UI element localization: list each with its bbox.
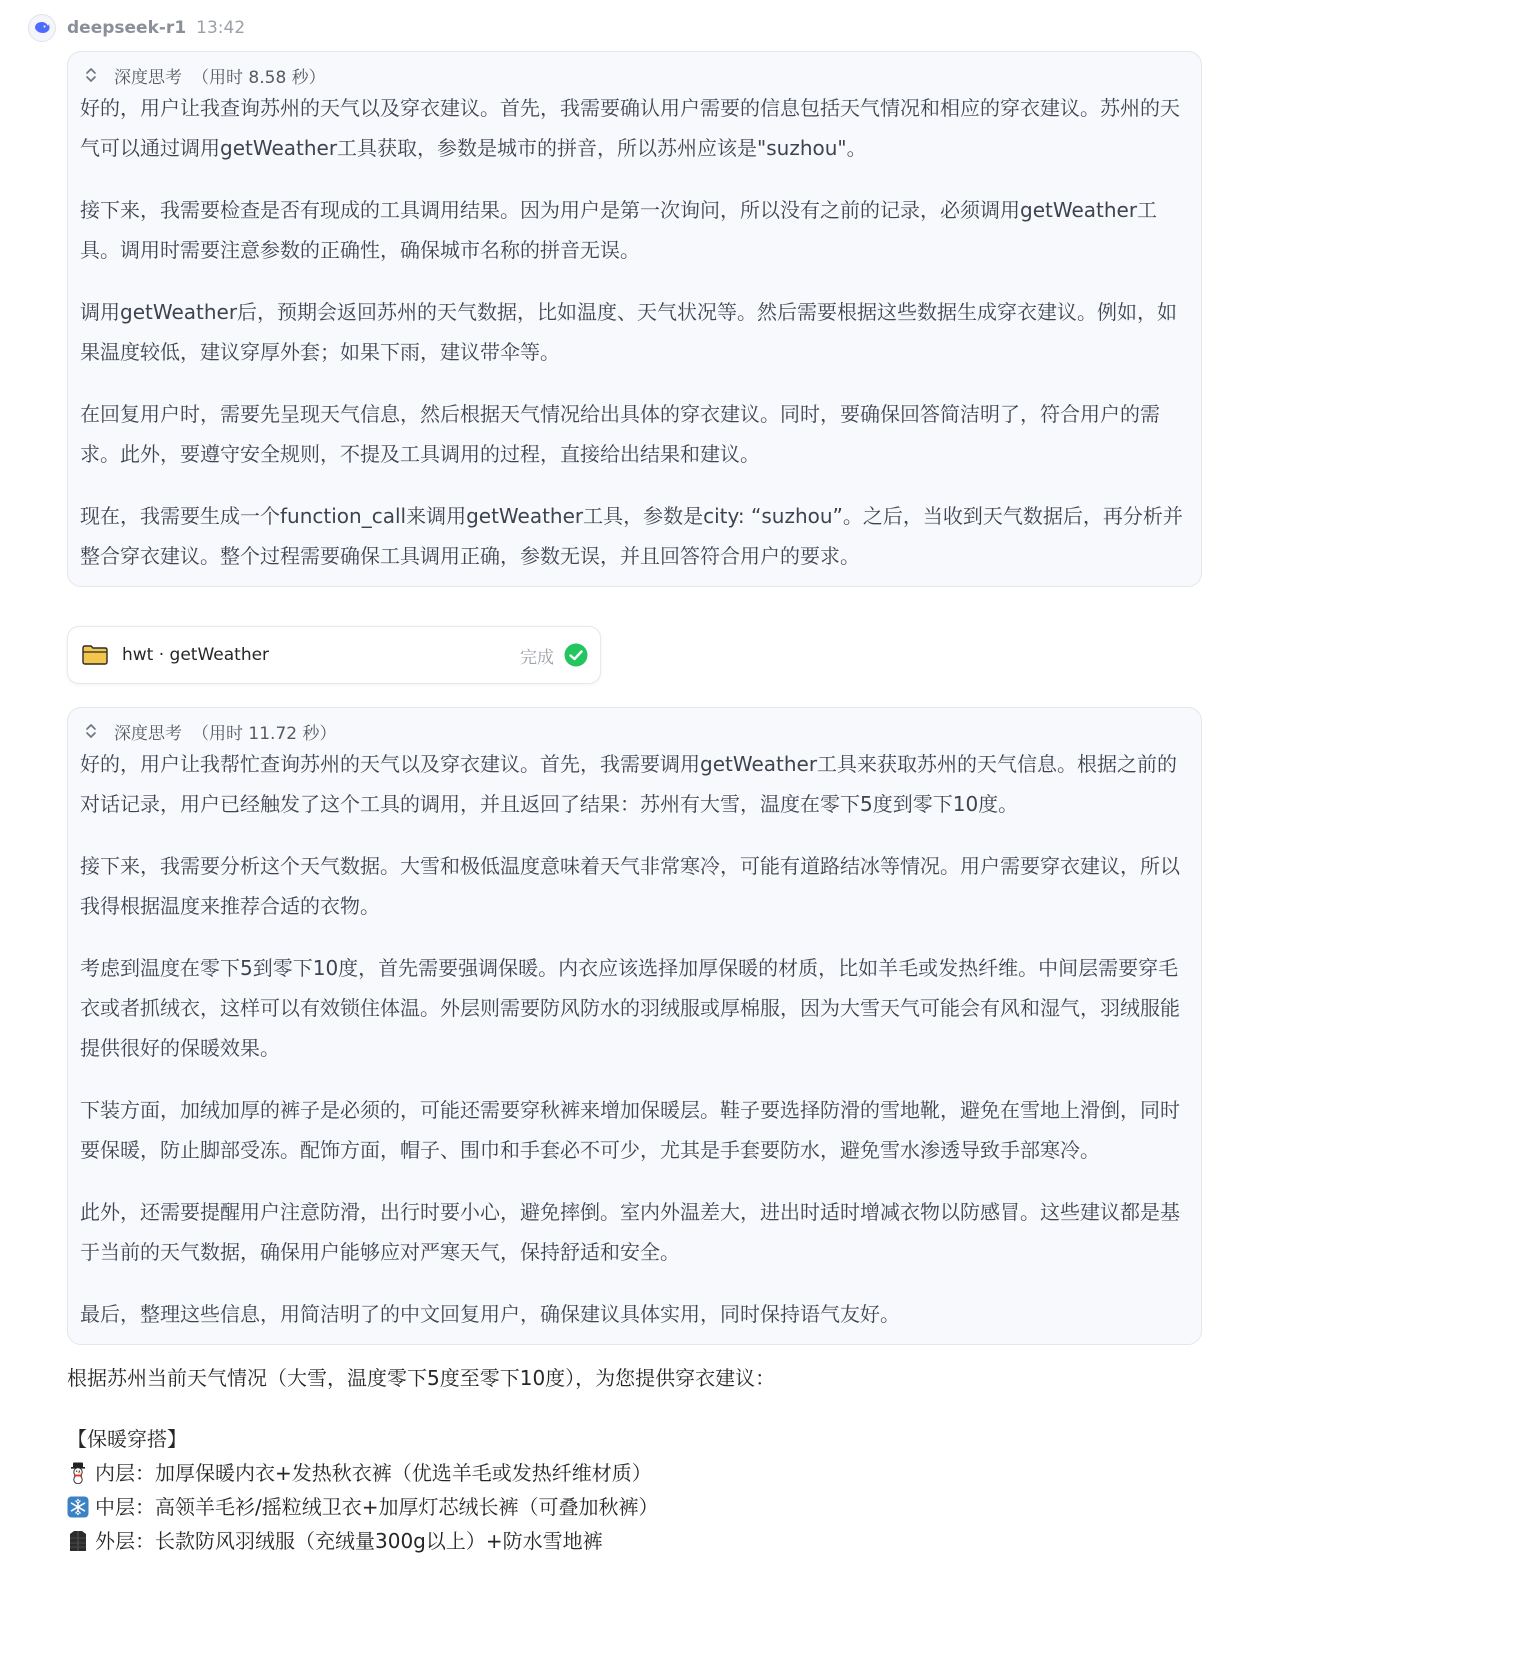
- deepseek-whale-icon: [28, 14, 56, 42]
- think-toggle[interactable]: [80, 718, 1189, 744]
- think-paragraph: 下装方面，加绒加厚的裤子是必须的，可能还需要穿秋裤来增加保暖层。鞋子要选择防滑的雪地靴，避免在雪地上滑倒，同时要保暖，防止脚部受冻。配饰方面，帽子、围巾和手套必不可少，尤其是手套要防水，避免雪水渗透导致手部寒冷。: [80, 1098, 1180, 1162]
- message-time: 13:42: [196, 18, 246, 38]
- tool-name: hwt · getWeather: [122, 645, 270, 665]
- model-name: deepseek-r1: [67, 18, 187, 38]
- expand-collapse-icon[interactable]: [80, 720, 102, 742]
- think-label: 深度思考: [114, 67, 182, 88]
- think-label: 深度思考: [114, 723, 182, 744]
- folder-icon: [82, 645, 108, 665]
- think-paragraph: 考虑到温度在零下5到零下10度，首先需要强调保暖。内衣应该选择加厚保暖的材质，比如羊毛或发热纤维。中间层需要穿毛衣或者抓绒衣，这样可以有效锁住体温。外层则需要防风防水的羽绒服或厚棉服，因为大雪天气可能会有风和湿气，羽绒服能提供很好的保暖效果。: [80, 956, 1180, 1060]
- answer-intro: 根据苏州当前天气情况（大雪，温度零下5度至零下10度），为您提供穿衣建议：: [67, 1366, 776, 1390]
- list-item-text: 外层：长款防风羽绒服（充绒量300g以上）+防水雪地裤: [95, 1529, 603, 1553]
- think-paragraph: 此外，还需要提醒用户注意防滑，出行时要小心，避免摔倒。室内外温差大，进出时适时增减衣物以防感冒。这些建议都是基于当前的天气数据，确保用户能够应对严寒天气，保持舒适和安全。: [80, 1200, 1180, 1264]
- message-header: [28, 12, 245, 44]
- check-circle-icon: [564, 643, 588, 667]
- list-item: [67, 1524, 1267, 1558]
- section-title: 【保暖穿搭】: [67, 1427, 187, 1451]
- list-item: [67, 1490, 1267, 1524]
- think-block-1: [67, 51, 1202, 587]
- list-item: [67, 1456, 1267, 1490]
- think-duration: （用时 8.58 秒）: [192, 67, 326, 88]
- coat-icon: [67, 1530, 89, 1552]
- list-item-text: 内层：加厚保暖内衣+发热秋衣裤（优选羊毛或发热纤维材质）: [95, 1461, 652, 1485]
- think-paragraph: 在回复用户时，需要先呈现天气信息，然后根据天气情况给出具体的穿衣建议。同时，要确保回答简洁明了，符合用户的需求。此外，要遵守安全规则，不提及工具调用的过程，直接给出结果和建议。: [80, 402, 1160, 466]
- think-duration: （用时 11.72 秒）: [192, 723, 337, 744]
- snowflake-icon: [67, 1496, 89, 1518]
- think-block-2: [67, 707, 1202, 1345]
- tool-status: 完成: [520, 647, 554, 668]
- think-paragraph: 调用getWeather后，预期会返回苏州的天气数据，比如温度、天气状况等。然后需要根据这些数据生成穿衣建议。例如，如果温度较低，建议穿厚外套；如果下雨，建议带伞等。: [80, 300, 1178, 364]
- think-paragraph: 现在，我需要生成一个function_call来调用getWeather工具，参数是city: “suzhou”。之后，当收到天气数据后，再分析并整合穿衣建议。整个过程需要确保工具调用正确，参数无误，并且回答符合用户的要求。: [80, 504, 1183, 568]
- answer-content: [67, 1356, 1267, 1558]
- snowman-icon: [67, 1462, 89, 1484]
- expand-collapse-icon[interactable]: [80, 64, 102, 86]
- think-content: [80, 88, 1189, 576]
- think-content: [80, 744, 1189, 1334]
- think-toggle[interactable]: [80, 62, 1189, 88]
- think-paragraph: 接下来，我需要分析这个天气数据。大雪和极低温度意味着天气非常寒冷，可能有道路结冰等情况。用户需要穿衣建议，所以我得根据温度来推荐合适的衣物。: [80, 854, 1180, 918]
- tool-call-card[interactable]: [67, 626, 601, 684]
- think-paragraph: 好的，用户让我查询苏州的天气以及穿衣建议。首先，我需要确认用户需要的信息包括天气情况和相应的穿衣建议。苏州的天气可以通过调用getWeather工具获取，参数是城市的拼音，所以苏州应该是"suzhou"。: [80, 96, 1180, 160]
- list-item-text: 中层：高领羊毛衫/摇粒绒卫衣+加厚灯芯绒长裤（可叠加秋裤）: [95, 1495, 659, 1519]
- think-paragraph: 最后，整理这些信息，用简洁明了的中文回复用户，确保建议具体实用，同时保持语气友好。: [80, 1302, 900, 1326]
- think-paragraph: 接下来，我需要检查是否有现成的工具调用结果。因为用户是第一次询问，所以没有之前的记录，必须调用getWeather工具。调用时需要注意参数的正确性，确保城市名称的拼音无误。: [80, 198, 1158, 262]
- think-paragraph: 好的，用户让我帮忙查询苏州的天气以及穿衣建议。首先，我需要调用getWeather工具来获取苏州的天气信息。根据之前的对话记录，用户已经触发了这个工具的调用，并且返回了结果：苏州有大雪，温度在零下5度到零下10度。: [80, 752, 1178, 816]
